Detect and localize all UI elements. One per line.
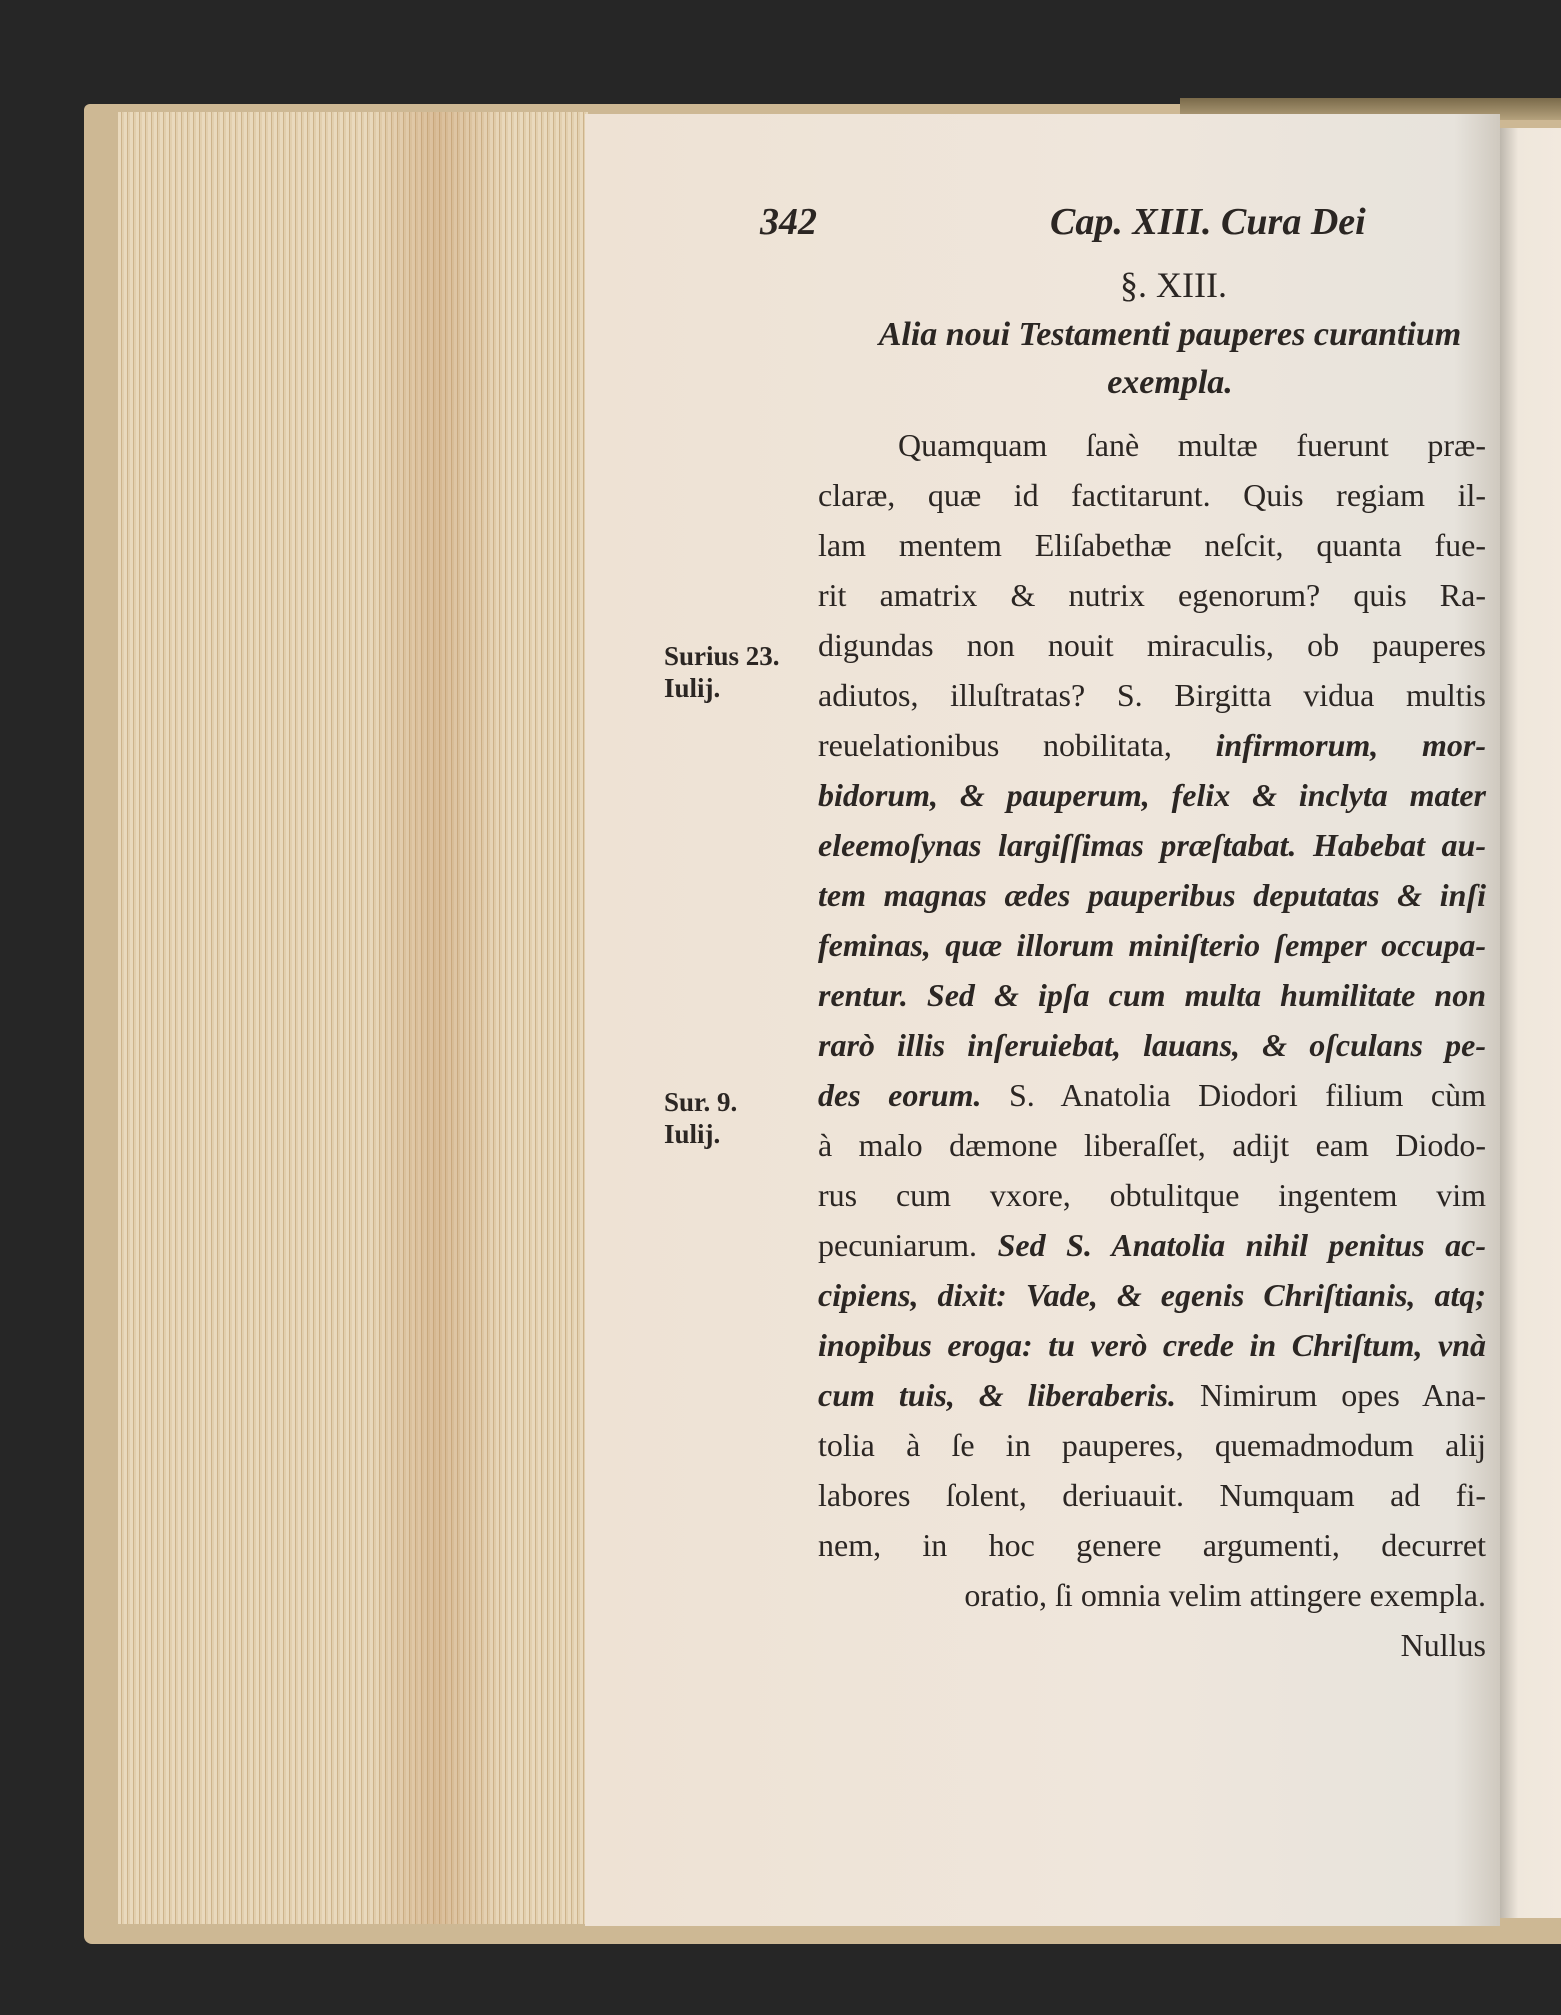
page-header [760,200,1380,250]
roman-text: reuelationibus nobilitata, [818,727,1216,763]
text-line [818,720,1486,770]
page-fore-edge [118,112,588,1924]
italic-text: cipiens, dixit: Vade, & egenis Chriſtianis, atq; [818,1277,1486,1313]
section-heading-line: exempla. [1107,364,1233,401]
roman-text: digundas non nouit miraculis, ob pauperes [818,627,1486,663]
text-line [818,1620,1486,1670]
text-line [818,1370,1486,1420]
text-line [818,970,1486,1020]
text-line [818,820,1486,870]
italic-text: bidorum, & pauperum, felix & inclyta mater [818,777,1486,813]
text-line [818,870,1486,920]
text-line [818,1220,1486,1270]
margin-note [664,640,780,704]
roman-text: rus cum vxore, obtulitque ingentem vim [818,1177,1486,1213]
italic-text: rentur. Sed & ipſa cum multa humilitate non [818,977,1486,1013]
roman-text: adiutos, illuſtratas? S. Birgitta vidua multis [818,677,1486,713]
italic-text: Sed S. Anatolia nihil penitus ac- [997,1227,1486,1263]
text-line [818,1520,1486,1570]
facing-page-edge [1500,128,1561,1918]
section-heading-line: Alia noui Testamenti pauperes curantium [878,316,1462,353]
roman-text: lam mentem Eliſabethæ neſcit, quanta fue- [818,527,1486,563]
roman-text: Nullus [1400,1627,1486,1663]
text-line [818,1270,1486,1320]
roman-text: pecuniarum. [818,1227,998,1263]
roman-text: S. Anatolia Diodori filium cùm [981,1077,1487,1113]
roman-text: tolia à ſe in pauperes, quemadmodum alij [818,1427,1486,1463]
text-line [818,920,1486,970]
italic-text: inopibus eroga: tu verò crede in Chriſtum, vnà [818,1327,1486,1363]
roman-text: claræ, quæ id factitarunt. Quis regiam il- [818,477,1486,513]
text-line [818,620,1486,670]
text-line [818,1070,1486,1120]
text-line [818,1470,1486,1520]
margin-note-line: Iulij. [664,1119,721,1149]
italic-text: rarò illis inſeruiebat, lauans, & oſculans pe- [818,1027,1486,1063]
margin-note-line: Surius 23. [664,641,780,671]
text-line [818,1120,1486,1170]
roman-text: labores ſolent, deriuauit. Numquam ad fi- [818,1477,1486,1513]
italic-text: cum tuis, & liberaberis. [818,1377,1177,1413]
roman-text: Quamquam ſanè multæ fuerunt præ- [898,427,1486,463]
text-line [818,570,1486,620]
italic-text: des eorum. [818,1077,982,1113]
text-line [818,1320,1486,1370]
text-line [818,770,1486,820]
roman-text: Nimirum opes Ana- [1176,1377,1486,1413]
text-line [818,470,1486,520]
margin-note-line: Iulij. [664,673,721,703]
roman-text: oratio, ſi omnia velim attingere exempla. [964,1577,1486,1613]
text-line [818,420,1486,470]
text-line [818,1020,1486,1070]
italic-text: tem magnas ædes pauperibus deputatas & inſi [818,877,1486,913]
body-text [818,420,1486,1670]
page-number: 342 [760,201,817,243]
margin-note [664,1086,737,1150]
running-head: Cap. XIII. Cura Dei [1050,201,1366,243]
text-line [818,670,1486,720]
roman-text: nem, in hoc genere argumenti, decurret [818,1527,1486,1563]
margin-note-line: Sur. 9. [664,1087,738,1117]
roman-text: à malo dæmone liberaſſet, adijt eam Diodo- [818,1127,1486,1163]
italic-text: feminas, quæ illorum miniſterio ſemper occupa- [818,927,1486,963]
text-line [818,1420,1486,1470]
italic-text: infirmorum, mor- [1215,727,1487,763]
roman-text: rit amatrix & nutrix egenorum? quis Ra- [818,577,1486,613]
italic-text: eleemoſynas largiſſimas præſtabat. Habebat au- [818,827,1486,863]
text-line [818,1170,1486,1220]
text-line [818,1570,1486,1620]
section-number: §. XIII. [1120,265,1227,305]
text-line [818,520,1486,570]
